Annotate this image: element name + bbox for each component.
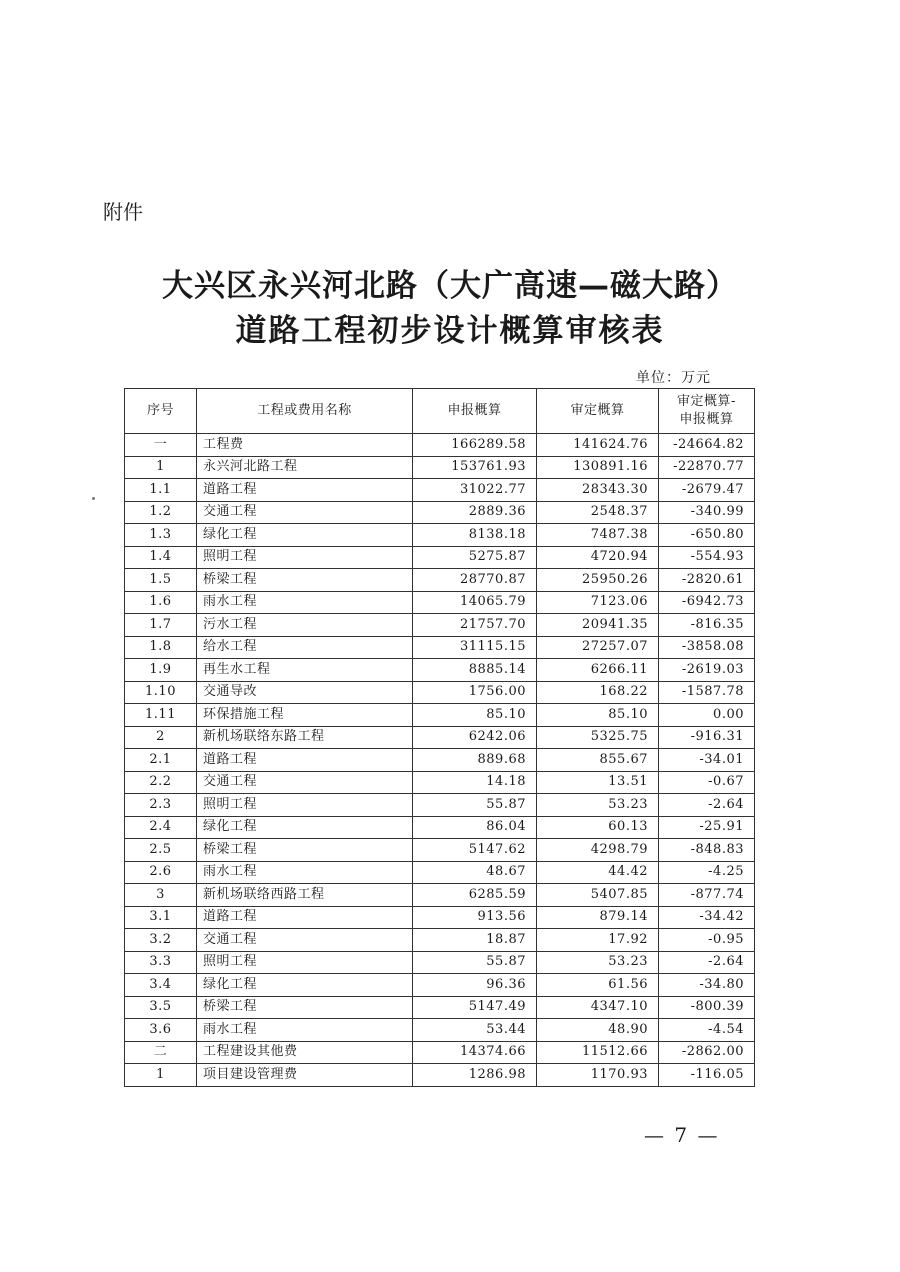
header-name: 工程或费用名称 <box>197 389 413 434</box>
table-row <box>125 749 755 772</box>
cell-name: 交通工程 <box>197 501 413 524</box>
cell-submitted: 53.44 <box>413 1019 537 1042</box>
cell-approved: 6266.11 <box>537 659 659 682</box>
cell-name: 工程建设其他费 <box>197 1041 413 1064</box>
cell-submitted: 6242.06 <box>413 726 537 749</box>
table-row <box>125 546 755 569</box>
cell-submitted: 8138.18 <box>413 524 537 547</box>
cell-diff: -25.91 <box>659 816 755 839</box>
cell-approved: 1170.93 <box>537 1064 659 1087</box>
table-row <box>125 794 755 817</box>
cell-name: 雨水工程 <box>197 1019 413 1042</box>
cell-diff: -2.64 <box>659 794 755 817</box>
cell-seq: 1.10 <box>125 681 197 704</box>
cell-submitted: 31022.77 <box>413 479 537 502</box>
cell-name: 桥梁工程 <box>197 996 413 1019</box>
table-row <box>125 974 755 997</box>
cell-seq: 3.6 <box>125 1019 197 1042</box>
cell-submitted: 889.68 <box>413 749 537 772</box>
cell-name: 照明工程 <box>197 546 413 569</box>
table-row <box>125 614 755 637</box>
cell-approved: 2548.37 <box>537 501 659 524</box>
document-title-line1: 大兴区永兴河北路（大广高速—磁大路） <box>162 268 738 304</box>
cell-seq: 1.4 <box>125 546 197 569</box>
cell-name: 项目建设管理费 <box>197 1064 413 1087</box>
cell-submitted: 96.36 <box>413 974 537 997</box>
table-row <box>125 951 755 974</box>
cell-name: 交通工程 <box>197 771 413 794</box>
header-diff <box>659 389 755 434</box>
cell-seq: 1.11 <box>125 704 197 727</box>
table-row <box>125 569 755 592</box>
cell-seq: 1.2 <box>125 501 197 524</box>
cell-submitted: 85.10 <box>413 704 537 727</box>
cell-submitted: 166289.58 <box>413 434 537 457</box>
cell-diff: -34.80 <box>659 974 755 997</box>
cell-diff: -4.54 <box>659 1019 755 1042</box>
cell-diff: -877.74 <box>659 884 755 907</box>
cell-name: 新机场联络东路工程 <box>197 726 413 749</box>
cell-diff: -2.64 <box>659 951 755 974</box>
cell-seq: 3.3 <box>125 951 197 974</box>
cell-diff: -848.83 <box>659 839 755 862</box>
cell-diff: -116.05 <box>659 1064 755 1087</box>
cell-submitted: 55.87 <box>413 794 537 817</box>
cell-approved: 855.67 <box>537 749 659 772</box>
cell-submitted: 5147.62 <box>413 839 537 862</box>
cell-name: 绿化工程 <box>197 974 413 997</box>
cell-diff: -0.95 <box>659 929 755 952</box>
cell-submitted: 86.04 <box>413 816 537 839</box>
cell-approved: 17.92 <box>537 929 659 952</box>
cell-seq: 1.7 <box>125 614 197 637</box>
table-row <box>125 771 755 794</box>
cell-seq: 2.6 <box>125 861 197 884</box>
cell-name: 绿化工程 <box>197 524 413 547</box>
header-row <box>125 389 755 434</box>
cell-name: 永兴河北路工程 <box>197 456 413 479</box>
cell-approved: 7123.06 <box>537 591 659 614</box>
table-row <box>125 636 755 659</box>
table-row <box>125 501 755 524</box>
cell-approved: 60.13 <box>537 816 659 839</box>
cell-approved: 27257.07 <box>537 636 659 659</box>
table-row <box>125 726 755 749</box>
cell-submitted: 21757.70 <box>413 614 537 637</box>
cell-name: 雨水工程 <box>197 861 413 884</box>
cell-submitted: 48.67 <box>413 861 537 884</box>
cell-submitted: 5147.49 <box>413 996 537 1019</box>
table-row <box>125 659 755 682</box>
cell-submitted: 1756.00 <box>413 681 537 704</box>
cell-diff: -2862.00 <box>659 1041 755 1064</box>
cell-name: 桥梁工程 <box>197 839 413 862</box>
table-row <box>125 1064 755 1087</box>
cell-submitted: 14374.66 <box>413 1041 537 1064</box>
cell-approved: 168.22 <box>537 681 659 704</box>
table-header <box>125 389 755 434</box>
cell-seq: 1 <box>125 1064 197 1087</box>
table-row <box>125 996 755 1019</box>
table-row <box>125 861 755 884</box>
document-title-line2: 道路工程初步设计概算审核表 <box>235 313 665 349</box>
cell-submitted: 6285.59 <box>413 884 537 907</box>
cell-approved: 28343.30 <box>537 479 659 502</box>
cell-approved: 4720.94 <box>537 546 659 569</box>
table-row <box>125 524 755 547</box>
cell-approved: 130891.16 <box>537 456 659 479</box>
table-row <box>125 479 755 502</box>
cell-submitted: 14065.79 <box>413 591 537 614</box>
cell-submitted: 55.87 <box>413 951 537 974</box>
cell-approved: 53.23 <box>537 794 659 817</box>
cell-name: 桥梁工程 <box>197 569 413 592</box>
cell-approved: 879.14 <box>537 906 659 929</box>
cell-seq: 1.3 <box>125 524 197 547</box>
cell-name: 道路工程 <box>197 479 413 502</box>
cell-approved: 141624.76 <box>537 434 659 457</box>
cell-approved: 13.51 <box>537 771 659 794</box>
cell-seq: 3.2 <box>125 929 197 952</box>
cell-approved: 25950.26 <box>537 569 659 592</box>
header-seq: 序号 <box>125 389 197 434</box>
cell-diff: -34.01 <box>659 749 755 772</box>
cell-submitted: 18.87 <box>413 929 537 952</box>
table-row <box>125 681 755 704</box>
cell-seq: 2.1 <box>125 749 197 772</box>
cell-submitted: 153761.93 <box>413 456 537 479</box>
cell-diff: -3858.08 <box>659 636 755 659</box>
cell-seq: 1.5 <box>125 569 197 592</box>
cell-submitted: 8885.14 <box>413 659 537 682</box>
cell-diff: -800.39 <box>659 996 755 1019</box>
header-diff-line2: 申报概算 <box>679 412 734 427</box>
cell-name: 污水工程 <box>197 614 413 637</box>
cell-diff: -2820.61 <box>659 569 755 592</box>
cell-submitted: 5275.87 <box>413 546 537 569</box>
cell-name: 道路工程 <box>197 906 413 929</box>
cell-name: 工程费 <box>197 434 413 457</box>
cell-diff: -916.31 <box>659 726 755 749</box>
cell-diff: -34.42 <box>659 906 755 929</box>
cell-name: 再生水工程 <box>197 659 413 682</box>
cell-name: 新机场联络西路工程 <box>197 884 413 907</box>
cell-name: 照明工程 <box>197 951 413 974</box>
attachment-label: 附件 <box>103 200 143 224</box>
cell-name: 环保措施工程 <box>197 704 413 727</box>
header-diff-line1: 审定概算- <box>677 394 736 409</box>
unit-label: 单位：万元 <box>636 370 711 386</box>
cell-approved: 5407.85 <box>537 884 659 907</box>
cell-approved: 4298.79 <box>537 839 659 862</box>
cell-submitted: 28770.87 <box>413 569 537 592</box>
cell-submitted: 1286.98 <box>413 1064 537 1087</box>
table-row <box>125 591 755 614</box>
cell-seq: 2.3 <box>125 794 197 817</box>
cell-approved: 48.90 <box>537 1019 659 1042</box>
cell-diff: -554.93 <box>659 546 755 569</box>
header-approved: 审定概算 <box>537 389 659 434</box>
cell-diff: -22870.77 <box>659 456 755 479</box>
cell-diff: -340.99 <box>659 501 755 524</box>
cell-diff: -4.25 <box>659 861 755 884</box>
table-row <box>125 1019 755 1042</box>
scan-speck <box>92 497 95 500</box>
table-row <box>125 906 755 929</box>
cell-submitted: 2889.36 <box>413 501 537 524</box>
table-row <box>125 456 755 479</box>
table-body <box>125 434 755 1087</box>
cell-seq: 2 <box>125 726 197 749</box>
cell-approved: 11512.66 <box>537 1041 659 1064</box>
cell-approved: 7487.38 <box>537 524 659 547</box>
cell-name: 雨水工程 <box>197 591 413 614</box>
cell-diff: -2619.03 <box>659 659 755 682</box>
cell-seq: 3.4 <box>125 974 197 997</box>
cell-name: 照明工程 <box>197 794 413 817</box>
cell-approved: 20941.35 <box>537 614 659 637</box>
header-submitted: 申报概算 <box>413 389 537 434</box>
cell-approved: 85.10 <box>537 704 659 727</box>
budget-review-table <box>124 388 755 1087</box>
cell-submitted: 913.56 <box>413 906 537 929</box>
cell-seq: 二 <box>125 1041 197 1064</box>
table-row <box>125 704 755 727</box>
cell-diff: -24664.82 <box>659 434 755 457</box>
table-row <box>125 816 755 839</box>
cell-seq: 1.8 <box>125 636 197 659</box>
cell-diff: -1587.78 <box>659 681 755 704</box>
cell-seq: 3 <box>125 884 197 907</box>
cell-approved: 53.23 <box>537 951 659 974</box>
cell-name: 道路工程 <box>197 749 413 772</box>
cell-seq: 3.1 <box>125 906 197 929</box>
cell-seq: 一 <box>125 434 197 457</box>
cell-seq: 1.1 <box>125 479 197 502</box>
cell-name: 绿化工程 <box>197 816 413 839</box>
cell-diff: -2679.47 <box>659 479 755 502</box>
cell-name: 交通工程 <box>197 929 413 952</box>
cell-seq: 2.5 <box>125 839 197 862</box>
cell-seq: 3.5 <box>125 996 197 1019</box>
page-number: — 7 — <box>644 1123 720 1147</box>
table-row <box>125 929 755 952</box>
cell-name: 交通导改 <box>197 681 413 704</box>
cell-seq: 1 <box>125 456 197 479</box>
cell-seq: 1.9 <box>125 659 197 682</box>
cell-submitted: 31115.15 <box>413 636 537 659</box>
cell-name: 给水工程 <box>197 636 413 659</box>
cell-submitted: 14.18 <box>413 771 537 794</box>
cell-seq: 2.4 <box>125 816 197 839</box>
cell-diff: -816.35 <box>659 614 755 637</box>
cell-diff: 0.00 <box>659 704 755 727</box>
table-row <box>125 839 755 862</box>
cell-approved: 44.42 <box>537 861 659 884</box>
table-row <box>125 1041 755 1064</box>
cell-seq: 2.2 <box>125 771 197 794</box>
cell-approved: 4347.10 <box>537 996 659 1019</box>
table-row <box>125 434 755 457</box>
cell-seq: 1.6 <box>125 591 197 614</box>
table-row <box>125 884 755 907</box>
cell-diff: -6942.73 <box>659 591 755 614</box>
cell-approved: 5325.75 <box>537 726 659 749</box>
cell-approved: 61.56 <box>537 974 659 997</box>
cell-diff: -0.67 <box>659 771 755 794</box>
cell-diff: -650.80 <box>659 524 755 547</box>
